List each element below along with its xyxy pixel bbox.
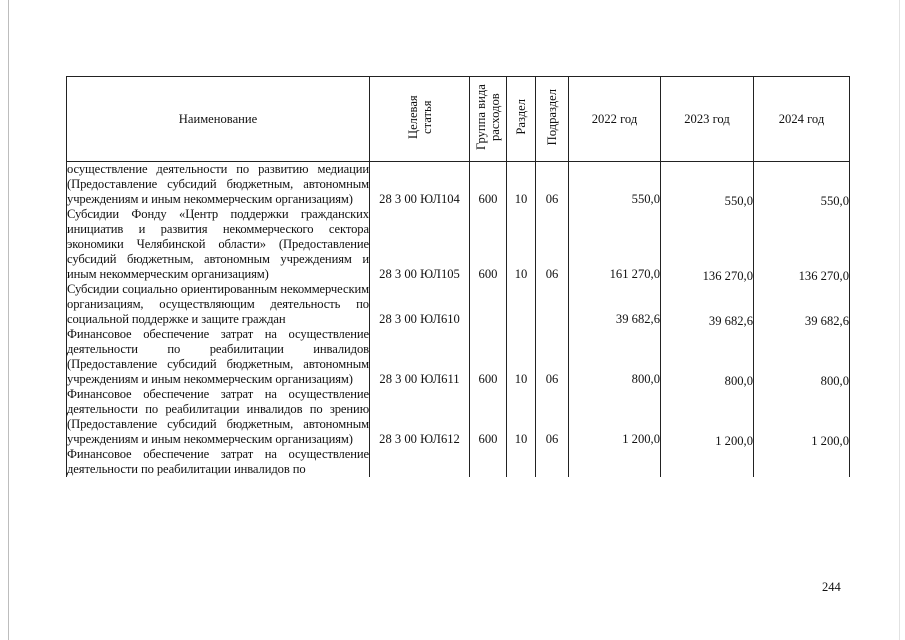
row-2022: 161 270,0	[569, 207, 661, 282]
row-2024: 800,0	[754, 327, 850, 387]
header-section: Раздел	[507, 77, 536, 162]
budget-table	[66, 76, 850, 477]
header-2024: 2024 год	[754, 77, 850, 162]
row-section	[507, 447, 536, 477]
row-group: 600	[470, 207, 507, 282]
row-group: 600	[470, 327, 507, 387]
row-2022: 800,0	[569, 327, 661, 387]
page-number: 244	[822, 580, 841, 594]
row-2022: 1 200,0	[569, 387, 661, 447]
row-group: 600	[470, 387, 507, 447]
row-name: Финансовое обеспечение затрат на осуществление деятельности по реабилитации инвалидов по	[67, 447, 369, 476]
header-subsection: Подраздел	[536, 77, 569, 162]
row-name: Субсидии социально ориентированным некоммерческим организациям, осуществляющим деятельность по социальной поддержке и защите граждан	[67, 282, 369, 326]
row-subsection	[536, 447, 569, 477]
row-section: 10	[507, 387, 536, 447]
row-2023	[661, 447, 754, 477]
table-row	[67, 162, 850, 208]
row-2024: 550,0	[754, 162, 850, 208]
row-2024: 1 200,0	[754, 387, 850, 447]
row-subsection: 06	[536, 387, 569, 447]
row-target-code: 28 3 00 ЮЛ612	[370, 387, 470, 447]
table-row	[67, 327, 850, 387]
row-subsection	[536, 282, 569, 327]
row-target-code: 28 3 00 ЮЛ611	[370, 327, 470, 387]
row-section: 10	[507, 207, 536, 282]
row-section: 10	[507, 162, 536, 208]
row-target-code: 28 3 00 ЮЛ610	[370, 282, 470, 327]
header-2022: 2022 год	[569, 77, 661, 162]
header-name: Наименование	[67, 77, 370, 162]
row-target-code: 28 3 00 ЮЛ105	[370, 207, 470, 282]
header-group: Группа вида расходов	[470, 77, 507, 162]
row-2024	[754, 447, 850, 477]
table-row	[67, 207, 850, 282]
row-2022	[569, 447, 661, 477]
row-2022: 550,0	[569, 162, 661, 208]
row-group	[470, 447, 507, 477]
row-target-code: 28 3 00 ЮЛ104	[370, 162, 470, 208]
row-name: Финансовое обеспечение затрат на осуществление деятельности по реабилитации инвалидов (Предоставление субсидий бюджетным, автономным учреждениям и иным некоммерческим организациям)	[67, 327, 369, 386]
row-subsection: 06	[536, 327, 569, 387]
row-name: Субсидии Фонду «Центр поддержки гражданских инициатив и развития некоммерческого сектора экономики Челябинской области» (Предоставление субсидий бюджетным, автономным учреждениям и иным некоммерческим организациям)	[67, 207, 369, 281]
header-2023: 2023 год	[661, 77, 754, 162]
row-subsection: 06	[536, 207, 569, 282]
row-section	[507, 282, 536, 327]
row-2024: 39 682,6	[754, 282, 850, 327]
scan-edge-left	[8, 0, 9, 640]
row-name: осуществление деятельности по развитию медиации (Предоставление субсидий бюджетным, автономным учреждениям и иным некоммерческим организациям)	[67, 162, 369, 206]
scan-edge-right	[899, 0, 900, 640]
row-2023: 1 200,0	[661, 387, 754, 447]
row-2023: 800,0	[661, 327, 754, 387]
row-section: 10	[507, 327, 536, 387]
table-header-row	[67, 77, 850, 162]
table-row	[67, 282, 850, 327]
row-group: 600	[470, 162, 507, 208]
row-2023: 550,0	[661, 162, 754, 208]
row-name: Финансовое обеспечение затрат на осуществление деятельности по реабилитации инвалидов по зрению (Предоставление субсидий бюджетным, автономным учреждениям и иным некоммерческим организациям)	[67, 387, 369, 446]
table-row	[67, 387, 850, 447]
header-target: Целевая статья	[370, 77, 470, 162]
row-subsection: 06	[536, 162, 569, 208]
row-group	[470, 282, 507, 327]
row-2024: 136 270,0	[754, 207, 850, 282]
row-target-code	[370, 447, 470, 477]
row-2022: 39 682,6	[569, 282, 661, 327]
row-2023: 39 682,6	[661, 282, 754, 327]
row-2023: 136 270,0	[661, 207, 754, 282]
table-row	[67, 447, 850, 477]
